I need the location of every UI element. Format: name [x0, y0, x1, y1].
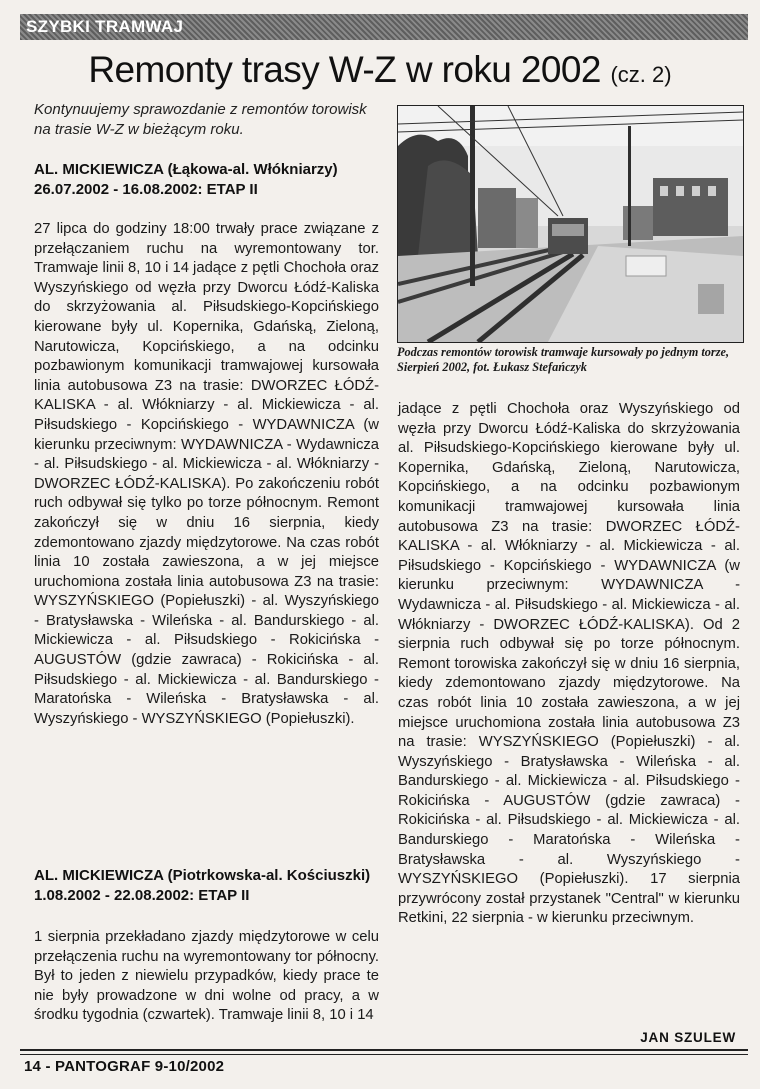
- footer-divider: [20, 1049, 748, 1051]
- photo-caption: Podczas remontów torowisk tramwaje kursowały po jednym torze, Sierpień 2002, fot. Łukasz Stefańczyk: [397, 345, 730, 374]
- section-1-heading: [34, 160, 379, 200]
- headline-title: Remonty trasy W-Z w roku 2002: [88, 49, 601, 90]
- section-1-body: 27 lipca do godziny 18:00 trwały prace związane z przełączaniem ruchu na wyremontowany tor. Tramwaje linii 8, 10 i 14 jadące z pętli Chochoła oraz Wyszyńskiego od węzła przy Dworcu Łódź-Kaliska do skrzyżowania al. Piłsudskiego-Kopcińskiego kierowane były ul. Kopernika, Gdańską, Zieloną, Narutowicza, Kopcińskiego, a na odcinku pozbawionym komunikacji tramwajowej kursowała linia autobusowa Z3 na trasie: DWORZEC ŁÓDŹ-KALISKA - al. Włókniarzy - al. Mickiewicza - al. Piłsudskiego - Kopcińskiego - WYDAWNICZA (w kierunku przeciwnym: WYDAWNICZA - Wydawnicza - al. Piłsudskiego - al. Mickiewicza - al. Włókniarzy - DWORZEC ŁÓDŹ-KALISKA). Po zakończeniu robót ruch odbywał się tylko po torze północnym. Remont zakończył się w dniu 16 sierpnia, kiedy zdemontowano zjazdy międzytorowe. Na czas robót linia 10 została zawieszona, a w jej miejsce uruchomiona została linia autobusowa Z3 na trasie: WYSZYŃSKIEGO (Popiełuszki) - al. Wyszyńskiego - Bratysławska - Wileńska - al. Bandurskiego - al. Mickiewicza - al. Piłsudskiego - Rokicińska - AUGUSTÓW (gdzie zawraca) - Rokicińska - al. Piłsudskiego - al. Mickiewicza - al. Bandurskiego - Maratońska - Wileńska - Bratysławska - al. Wyszyńskiego - WYSZYŃSKIEGO (Popiełuszki).: [34, 221, 379, 727]
- section-label: SZYBKI TRAMWAJ: [26, 17, 184, 36]
- article-headline: [0, 48, 760, 97]
- section-2-body-col2: jadące z pętli Chochoła oraz Wyszyńskiego od węzła przy Dworcu Łódź-Kaliska do skrzyżowania al. Piłsudskiego-Kopcińskiego kierowane były ul. Kopernika, Gdańską, Zieloną, Narutowicza, Kopcińskiego, a na odcinku pozbawionym komunikacji tramwajowej kursowała linia autobusowa Z3 na trasie: DWORZEC ŁÓDŹ-KALISKA - al. Włókniarzy - al. Mickiewicza - al. Piłsudskiego - Kopcińskiego - WYDAWNICZA (w kierunku przeciwnym: WYDAWNICZA - Wydawnicza - al. Piłsudskiego - al. Mickiewicza - al. Włókniarzy - DWORZEC ŁÓDŹ-KALISKA). Od 2 sierpnia ruch odbywał się po torze północnym. Remont torowiska zakończył się w dniu 16 sierpnia, kiedy zdemontowano zjazdy międzytorowe. Na czas robót linia 10 została zawieszona, a w jej miejsce uruchomiona została linia autobusowa Z3 na trasie: WYSZYŃSKIEGO (Popiełuszki) - al. Wyszyńskiego - Bratysławska - Wileńska - al. Bandurskiego - al. Mickiewicza - al. Piłsudskiego - Rokicińska - AUGUSTÓW (gdzie zawraca) - Rokicińska - al. Piłsudskiego - al. Mickiewicza - al. Bandurskiego - Maratońska - Wileńska - Bratysławska - al. Wyszyńskiego - WYSZYŃSKIEGO (Popiełuszki). 17 sierpnia przywrócony został przystanek "Central" w kierunku Retkini, 22 sierpnia - w kierunku przeciwnym.: [398, 401, 740, 927]
- headline-part: (cz. 2): [610, 62, 672, 87]
- tram-photo: [397, 105, 744, 343]
- page-footer: 14 - PANTOGRAF 9-10/2002: [24, 1058, 225, 1075]
- footer-divider-thin: [20, 1054, 748, 1055]
- article-lead: Kontynuujemy sprawozdanie z remontów torowisk na trasie W-Z w bieżącym roku.: [34, 101, 367, 138]
- section-2-heading: [34, 866, 379, 906]
- section-1-heading-line1: AL. MICKIEWICZA (Łąkowa-al. Włókniarzy): [34, 161, 338, 178]
- tram-photo-image: [398, 106, 743, 342]
- author-byline: JAN SZULEW: [640, 1030, 736, 1045]
- section-2-heading-line1: AL. MICKIEWICZA (Piotrkowska-al. Kościuszki): [34, 867, 371, 884]
- section-banner: [20, 14, 748, 40]
- section-2-heading-line2: 1.08.2002 - 22.08.2002: ETAP II: [34, 887, 250, 904]
- section-2-body-col1: 1 sierpnia przekładano zjazdy międzytorowe w celu przełączenia ruchu na wyremontowany tor północny. Był to jeden z niewielu przypadków, kiedy prace te nie były prowadzone w dni wolne od pracy, a w środku tygodnia (czwartek). Tramwaje linii 8, 10 i 14: [34, 929, 379, 1024]
- section-1-heading-line2: 26.07.2002 - 16.08.2002: ETAP II: [34, 181, 258, 198]
